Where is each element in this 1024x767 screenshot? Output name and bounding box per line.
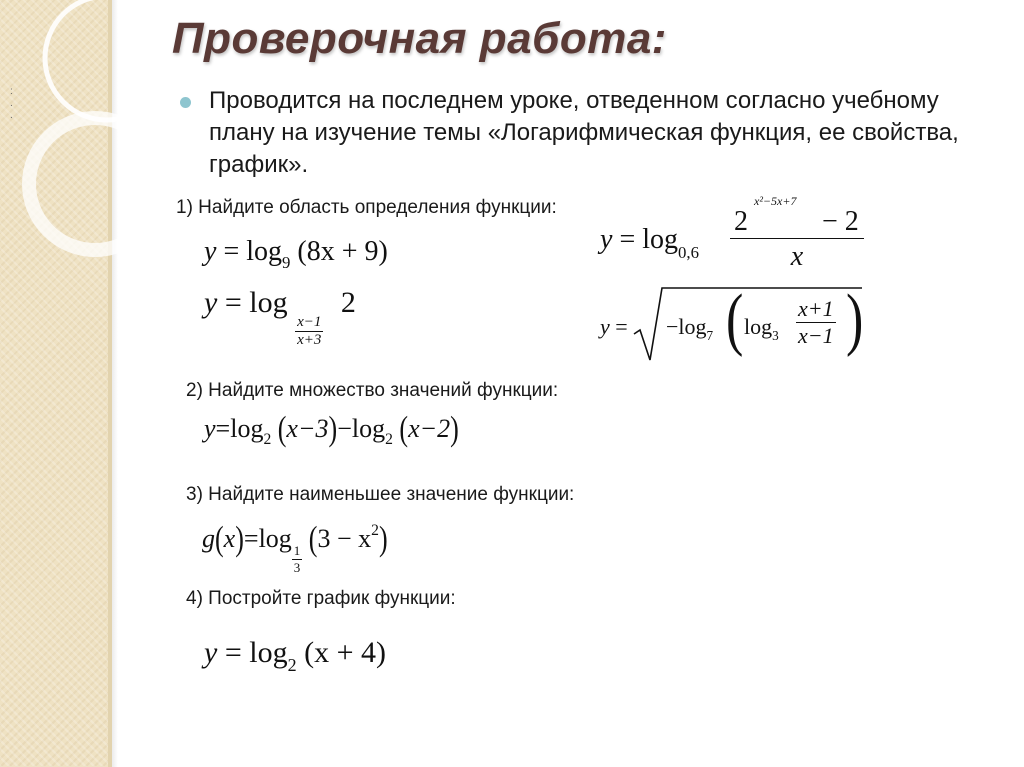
var-y: y xyxy=(600,314,610,339)
formula-domain-1 xyxy=(204,236,388,272)
log-base-inner: 3 xyxy=(772,328,779,343)
equals-sign: = xyxy=(224,636,242,669)
log-base: 2 xyxy=(287,655,297,675)
formula-4-lhs xyxy=(600,314,628,340)
log-symbol: log xyxy=(249,286,288,319)
formula-domain-2 xyxy=(204,286,356,348)
var-y: y xyxy=(204,286,218,319)
log-argument: 3 − x xyxy=(317,524,372,553)
fraction-numerator xyxy=(730,194,864,238)
var-y: y xyxy=(204,414,216,443)
fraction-numerator: 1 xyxy=(293,542,301,558)
formula-range xyxy=(204,408,459,448)
log-symbol: log xyxy=(351,414,386,443)
log-symbol: log xyxy=(744,314,773,339)
formula-3-lhs xyxy=(600,224,699,262)
log-base: 9 xyxy=(282,253,291,272)
log-base-fraction xyxy=(292,543,303,576)
log-base: 0,6 xyxy=(678,243,699,262)
left-paren: ( xyxy=(215,518,224,558)
right-paren: ) xyxy=(328,408,338,448)
task-2-label: 2) Найдите множество значений функции: xyxy=(186,380,559,401)
formula-3-fraction xyxy=(730,194,864,273)
var-x: x xyxy=(223,524,236,553)
log-argument: (8x + 9) xyxy=(297,236,388,267)
decorative-circles xyxy=(0,0,160,300)
log-symbol: log xyxy=(249,636,288,669)
left-paren: ( xyxy=(277,408,287,448)
log-argument-2: x−2 xyxy=(408,414,451,443)
side-dots: : . . xyxy=(10,86,13,121)
log-base-fraction xyxy=(295,314,323,349)
var-y: y xyxy=(204,236,217,267)
exponent: 2 xyxy=(371,522,379,539)
neg-log-symbol: −log xyxy=(666,314,707,339)
intro-text: Проводится на последнем уроке, отведенном согласно учебному плану на изучение темы «Логарифмическая функция, ее свойства, график». xyxy=(209,87,959,178)
task-4-label: 4) Постройте график функции: xyxy=(186,588,456,609)
bullet-icon xyxy=(180,97,191,108)
log-argument-1: x−3 xyxy=(286,414,329,443)
log-symbol: log xyxy=(246,236,283,267)
log-base: 2 xyxy=(263,431,272,448)
right-paren: ) xyxy=(450,408,459,448)
var-g: g xyxy=(202,524,215,553)
equals-sign: = xyxy=(224,286,242,319)
fraction-denominator: 3 xyxy=(293,559,301,575)
log-argument: (x + 4) xyxy=(304,636,386,669)
fraction-numerator: x−1 xyxy=(297,313,322,330)
minus-two: − 2 xyxy=(822,206,859,237)
slide-title: Проверочная работа: xyxy=(172,14,667,63)
left-paren: ( xyxy=(308,518,318,558)
log-base-outer: 7 xyxy=(706,328,714,343)
equals-sign: = xyxy=(215,414,231,443)
right-paren: ) xyxy=(846,281,864,358)
fraction-denominator: x+3 xyxy=(297,331,322,348)
power-base: 2 xyxy=(734,206,748,237)
inner-fraction xyxy=(796,296,836,349)
var-y: y xyxy=(600,224,613,255)
log-base: 2 xyxy=(385,431,393,448)
task-1-label: 1) Найдите область определения функции: xyxy=(176,197,557,218)
equals-sign: = xyxy=(615,314,628,339)
equals-sign: = xyxy=(619,224,636,255)
fraction-denominator: x−1 xyxy=(798,323,834,348)
formula-4-outer-log xyxy=(666,314,714,343)
minus-sign: − xyxy=(337,414,352,443)
log-argument: 2 xyxy=(340,286,356,319)
equals-sign: = xyxy=(243,524,259,553)
left-paren: ( xyxy=(399,408,409,448)
fraction-numerator: x+1 xyxy=(798,296,834,321)
right-paren: ) xyxy=(235,518,244,558)
var-y: y xyxy=(204,636,218,669)
deco-circle-bottom xyxy=(29,118,160,250)
left-paren: ( xyxy=(726,281,744,358)
equals-sign: = xyxy=(223,236,240,267)
formula-minimum xyxy=(202,518,388,575)
right-paren: ) xyxy=(378,518,388,558)
log-symbol: log xyxy=(258,524,292,553)
deco-circle-top xyxy=(45,0,160,120)
log-symbol: log xyxy=(642,224,679,255)
task-3-label: 3) Найдите наименьшее значение функции: xyxy=(186,484,575,505)
formula-graph xyxy=(204,636,386,675)
fraction-denominator: x xyxy=(790,241,804,272)
fraction-bar xyxy=(730,238,864,239)
log-symbol: log xyxy=(230,414,264,443)
exponent: x²−5x+7 xyxy=(754,194,797,208)
formula-4-inner-log xyxy=(744,314,779,343)
